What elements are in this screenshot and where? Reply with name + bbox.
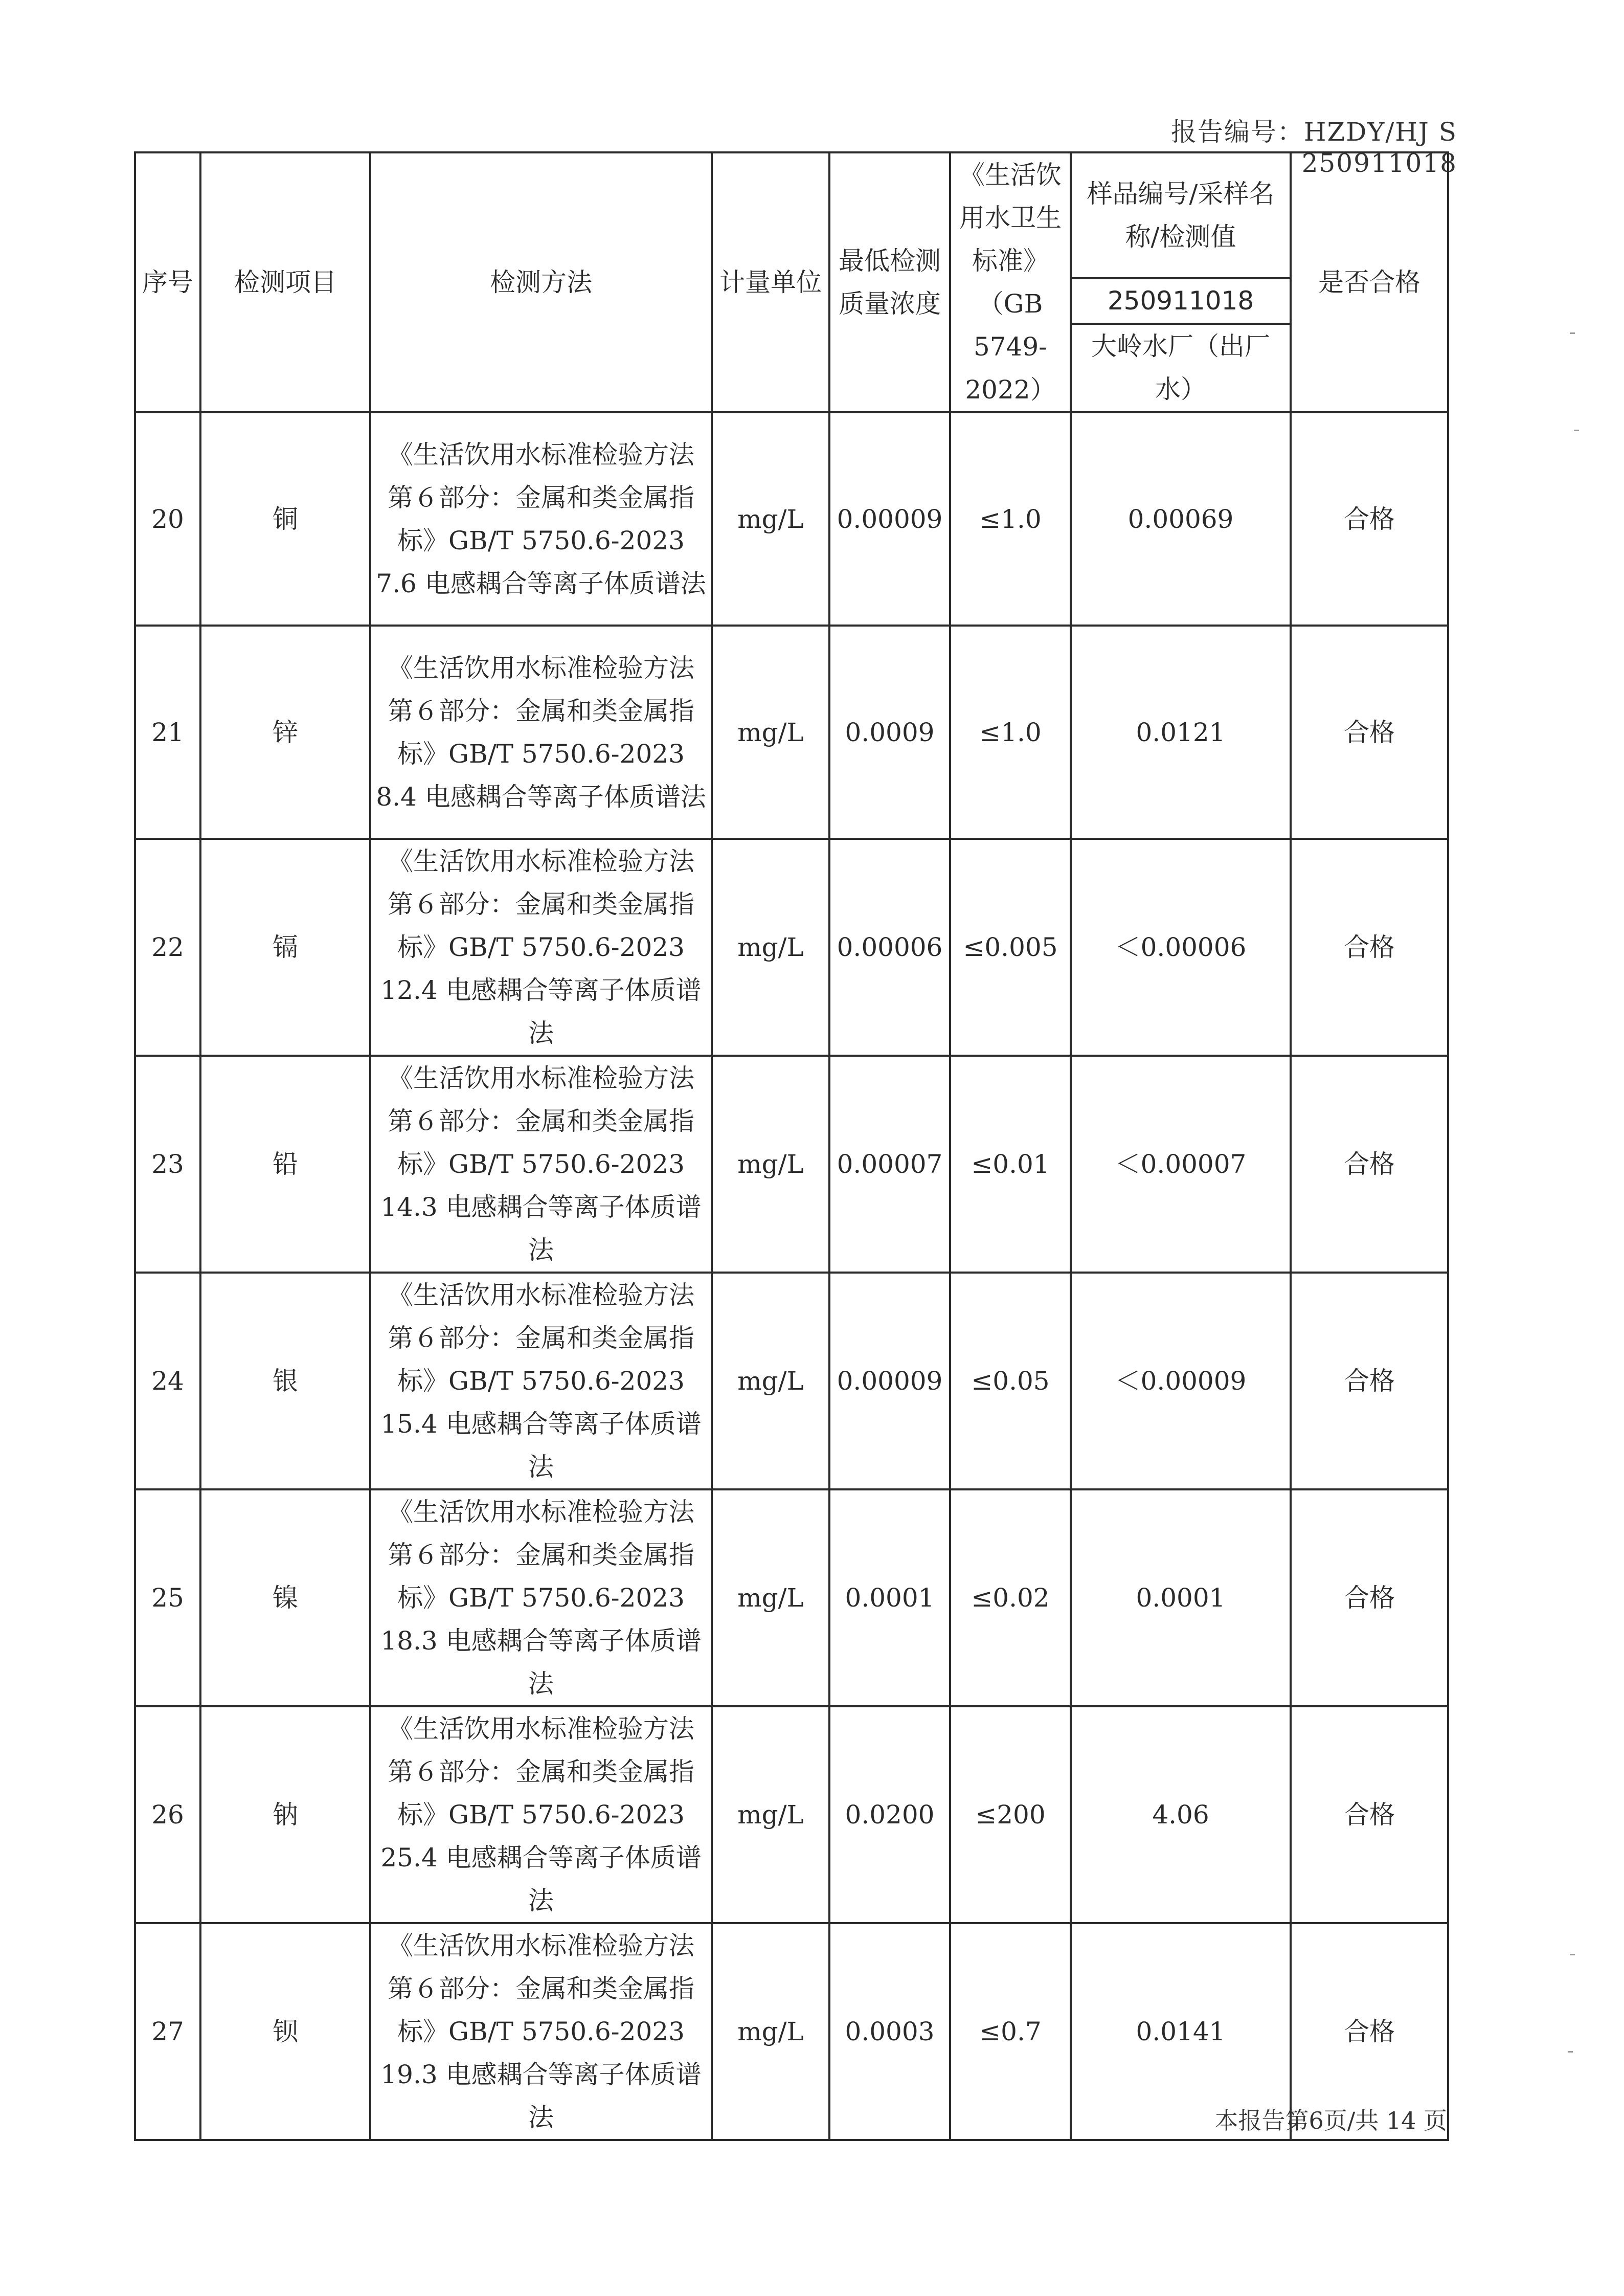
results-table bbox=[134, 151, 1449, 2141]
cell-min-detect: 0.0009 bbox=[829, 626, 950, 839]
cell-pass: 合格 bbox=[1291, 1273, 1448, 1489]
cell-index: 22 bbox=[135, 839, 200, 1056]
header-index: 序号 bbox=[135, 152, 200, 412]
table-row bbox=[135, 1056, 1448, 1273]
header-item: 检测项目 bbox=[200, 152, 370, 412]
cell-min-detect: 0.0200 bbox=[829, 1706, 950, 1923]
cell-standard: ≤1.0 bbox=[950, 626, 1071, 839]
cell-value: ＜0.00009 bbox=[1071, 1273, 1291, 1489]
header-pass: 是否合格 bbox=[1291, 152, 1448, 412]
cell-method: 《生活饮用水标准检验方法第６部分：金属和类金属指标》GB/T 5750.6-2023 7.6 电感耦合等离子体质谱法 bbox=[370, 412, 712, 626]
cell-index: 27 bbox=[135, 1923, 200, 2140]
cell-index: 23 bbox=[135, 1056, 200, 1273]
report-number: 报告编号：HZDY/HJ S 250911018 bbox=[1170, 117, 1457, 178]
table-row bbox=[135, 1273, 1448, 1489]
cell-item: 锌 bbox=[200, 626, 370, 839]
cell-item: 铜 bbox=[200, 412, 370, 626]
cell-item: 钠 bbox=[200, 1706, 370, 1923]
cell-item: 钡 bbox=[200, 1923, 370, 2140]
table-row bbox=[135, 839, 1448, 1056]
header-unit: 计量单位 bbox=[712, 152, 829, 412]
cell-standard: ≤0.7 bbox=[950, 1923, 1071, 2140]
header-sample-site: 大岭水厂（出厂水） bbox=[1071, 324, 1291, 412]
cell-standard: ≤1.0 bbox=[950, 412, 1071, 626]
cell-value: ＜0.00007 bbox=[1071, 1056, 1291, 1273]
cell-value: 4.06 bbox=[1071, 1706, 1291, 1923]
cell-value: 0.00069 bbox=[1071, 412, 1291, 626]
cell-method: 《生活饮用水标准检验方法第６部分：金属和类金属指标》GB/T 5750.6-2023 8.4 电感耦合等离子体质谱法 bbox=[370, 626, 712, 839]
scan-mark bbox=[1568, 2051, 1573, 2053]
cell-min-detect: 0.0001 bbox=[829, 1489, 950, 1706]
cell-unit: mg/L bbox=[712, 1273, 829, 1489]
cell-item: 铅 bbox=[200, 1056, 370, 1273]
cell-pass: 合格 bbox=[1291, 626, 1448, 839]
cell-method: 《生活饮用水标准检验方法第６部分：金属和类金属指标》GB/T 5750.6-2023 18.3 电感耦合等离子体质谱法 bbox=[370, 1489, 712, 1706]
header-standard: 《生活饮用水卫生标准》（GB 5749-2022） bbox=[950, 152, 1071, 412]
cell-unit: mg/L bbox=[712, 1056, 829, 1273]
header-row bbox=[135, 152, 1448, 278]
cell-standard: ≤0.01 bbox=[950, 1056, 1071, 1273]
cell-pass: 合格 bbox=[1291, 1923, 1448, 2140]
cell-unit: mg/L bbox=[712, 626, 829, 839]
cell-index: 24 bbox=[135, 1273, 200, 1489]
scan-mark bbox=[1570, 332, 1575, 334]
cell-min-detect: 0.00006 bbox=[829, 839, 950, 1056]
header-sample-group: 样品编号/采样名称/检测值 bbox=[1071, 152, 1291, 278]
cell-index: 25 bbox=[135, 1489, 200, 1706]
cell-standard: ≤0.05 bbox=[950, 1273, 1071, 1489]
table-row bbox=[135, 412, 1448, 626]
cell-min-detect: 0.00009 bbox=[829, 1273, 950, 1489]
cell-standard: ≤0.02 bbox=[950, 1489, 1071, 1706]
cell-index: 20 bbox=[135, 412, 200, 626]
cell-index: 26 bbox=[135, 1706, 200, 1923]
cell-method: 《生活饮用水标准检验方法第６部分：金属和类金属指标》GB/T 5750.6-2023 14.3 电感耦合等离子体质谱法 bbox=[370, 1056, 712, 1273]
scan-mark bbox=[1570, 1954, 1575, 1955]
cell-item: 镍 bbox=[200, 1489, 370, 1706]
cell-method: 《生活饮用水标准检验方法第６部分：金属和类金属指标》GB/T 5750.6-2023 12.4 电感耦合等离子体质谱法 bbox=[370, 839, 712, 1056]
cell-index: 21 bbox=[135, 626, 200, 839]
cell-method: 《生活饮用水标准检验方法第６部分：金属和类金属指标》GB/T 5750.6-2023 19.3 电感耦合等离子体质谱法 bbox=[370, 1923, 712, 2140]
table-row bbox=[135, 1706, 1448, 1923]
cell-min-detect: 0.0003 bbox=[829, 1923, 950, 2140]
scan-mark bbox=[1574, 430, 1579, 431]
cell-unit: mg/L bbox=[712, 1706, 829, 1923]
cell-unit: mg/L bbox=[712, 1923, 829, 2140]
cell-standard: ≤200 bbox=[950, 1706, 1071, 1923]
cell-unit: mg/L bbox=[712, 1489, 829, 1706]
cell-pass: 合格 bbox=[1291, 839, 1448, 1056]
header-sample-code: 250911018 bbox=[1071, 278, 1291, 324]
cell-min-detect: 0.00009 bbox=[829, 412, 950, 626]
cell-method: 《生活饮用水标准检验方法第６部分：金属和类金属指标》GB/T 5750.6-2023 15.4 电感耦合等离子体质谱法 bbox=[370, 1273, 712, 1489]
table-row bbox=[135, 1489, 1448, 1706]
cell-unit: mg/L bbox=[712, 412, 829, 626]
cell-value: 0.0141 bbox=[1071, 1923, 1291, 2140]
page-footer: 本报告第6页/共 14 页 bbox=[1214, 2107, 1447, 2134]
cell-method: 《生活饮用水标准检验方法第６部分：金属和类金属指标》GB/T 5750.6-2023 25.4 电感耦合等离子体质谱法 bbox=[370, 1706, 712, 1923]
cell-value: 0.0121 bbox=[1071, 626, 1291, 839]
cell-value: 0.0001 bbox=[1071, 1489, 1291, 1706]
cell-min-detect: 0.00007 bbox=[829, 1056, 950, 1273]
header-min-detect: 最低检测质量浓度 bbox=[829, 152, 950, 412]
cell-standard: ≤0.005 bbox=[950, 839, 1071, 1056]
cell-pass: 合格 bbox=[1291, 1706, 1448, 1923]
header-method: 检测方法 bbox=[370, 152, 712, 412]
cell-pass: 合格 bbox=[1291, 1489, 1448, 1706]
cell-pass: 合格 bbox=[1291, 1056, 1448, 1273]
cell-item: 镉 bbox=[200, 839, 370, 1056]
cell-pass: 合格 bbox=[1291, 412, 1448, 626]
table-row bbox=[135, 626, 1448, 839]
cell-unit: mg/L bbox=[712, 839, 829, 1056]
cell-item: 银 bbox=[200, 1273, 370, 1489]
cell-value: ＜0.00006 bbox=[1071, 839, 1291, 1056]
